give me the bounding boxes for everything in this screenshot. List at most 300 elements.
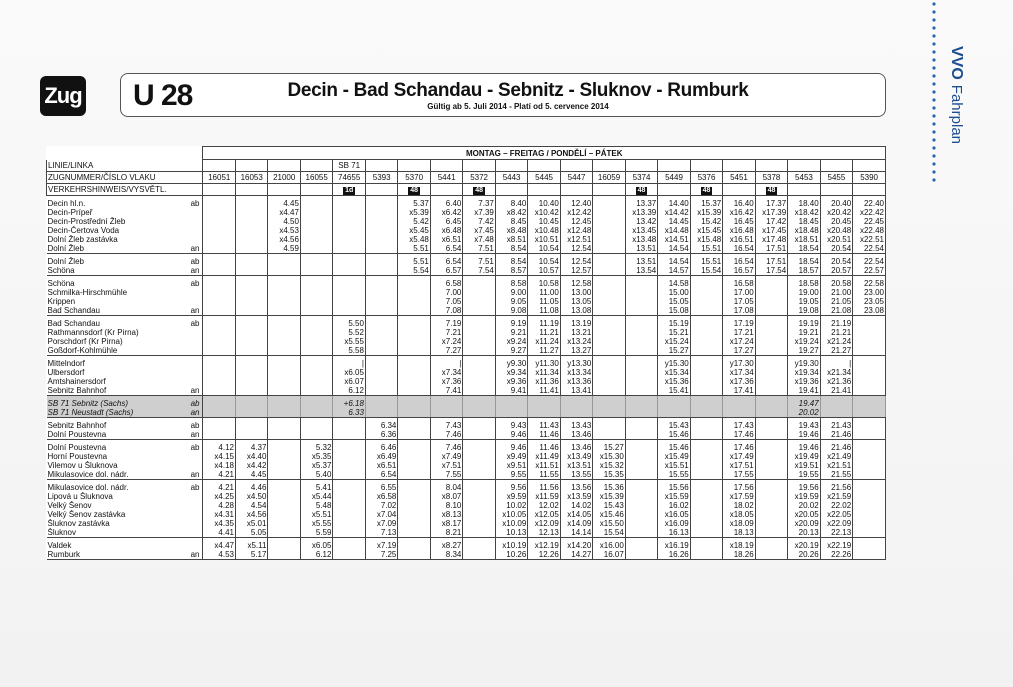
time-cell: x15.34 <box>658 368 690 377</box>
time-cell <box>268 328 300 337</box>
time-cell <box>300 399 332 408</box>
arrival-departure-mark: ab <box>185 279 203 288</box>
time-cell <box>755 519 787 528</box>
time-cell <box>853 346 886 356</box>
station-name: Bad Schandau <box>47 306 185 316</box>
train-number-row-cell: 16053 <box>235 172 267 184</box>
time-cell: 6.33 <box>333 408 365 418</box>
time-cell: 17.55 <box>723 470 755 480</box>
time-cell: 6.54 <box>430 244 462 254</box>
time-cell: 17.37 <box>755 199 787 208</box>
time-cell: 22.57 <box>853 266 886 276</box>
time-cell <box>755 430 787 440</box>
time-cell <box>398 337 430 346</box>
table-row <box>47 217 886 226</box>
time-cell: 20.54 <box>820 244 852 254</box>
time-cell: 20.26 <box>788 550 820 560</box>
time-cell: 6.55 <box>365 483 397 492</box>
time-cell: 12.26 <box>528 550 560 560</box>
time-cell <box>625 430 657 440</box>
time-cell <box>463 430 495 440</box>
time-cell: 5.17 <box>235 550 267 560</box>
table-row <box>47 461 886 470</box>
time-cell: 19.46 <box>788 430 820 440</box>
time-cell: x17.49 <box>723 452 755 461</box>
time-cell: x18.48 <box>788 226 820 235</box>
time-cell <box>755 337 787 346</box>
time-cell <box>463 337 495 346</box>
time-cell: 16.40 <box>723 199 755 208</box>
time-cell <box>398 461 430 470</box>
time-cell: 15.35 <box>593 470 625 480</box>
time-cell <box>300 217 332 226</box>
station-name: Dolní Poustevna <box>47 443 107 452</box>
time-cell: 19.41 <box>788 386 820 396</box>
time-cell: x8.51 <box>495 235 527 244</box>
time-cell: 4.50 <box>268 217 300 226</box>
time-cell: x8.27 <box>430 541 462 550</box>
time-cell: 5.42 <box>398 217 430 226</box>
station-name: Rumburk <box>47 550 185 560</box>
time-cell: x22.42 <box>853 208 886 217</box>
time-cell: 7.55 <box>430 470 462 480</box>
time-cell: x13.51 <box>560 461 592 470</box>
time-cell <box>690 492 722 501</box>
time-cell: 21.27 <box>820 346 852 356</box>
time-cell <box>268 319 300 328</box>
time-cell <box>365 328 397 337</box>
time-cell <box>333 528 365 538</box>
time-cell <box>755 483 787 492</box>
time-cell <box>398 541 430 550</box>
time-cell: x7.48 <box>463 235 495 244</box>
time-cell: x5.35 <box>300 452 332 461</box>
time-cell: 8.04 <box>430 483 462 492</box>
train-number-row-cell: 5447 <box>560 172 592 184</box>
time-cell: 6.12 <box>300 550 332 560</box>
time-cell: 15.55 <box>658 470 690 480</box>
time-cell <box>398 297 430 306</box>
time-cell: 9.19 <box>495 319 527 328</box>
time-cell <box>365 337 397 346</box>
time-cell <box>365 217 397 226</box>
notes-row-cell <box>690 184 722 196</box>
arrival-departure-mark <box>185 368 203 377</box>
time-cell: 20.45 <box>820 217 852 226</box>
time-cell: 4.28 <box>203 501 235 510</box>
time-cell <box>625 368 657 377</box>
time-cell: 21.21 <box>820 328 852 337</box>
arrival-departure-mark: ab <box>185 319 203 328</box>
time-cell: 15.54 <box>593 528 625 538</box>
time-cell: 5.54 <box>398 266 430 276</box>
notes-row-cell <box>203 184 235 196</box>
time-cell <box>755 461 787 470</box>
arrival-departure-mark <box>185 226 203 235</box>
time-cell <box>203 266 235 276</box>
time-cell: x6.51 <box>430 235 462 244</box>
station-name: Bad Schandau <box>47 319 100 328</box>
time-cell <box>235 328 267 337</box>
time-cell: x15.32 <box>593 461 625 470</box>
time-cell: x6.49 <box>365 452 397 461</box>
time-cell <box>853 399 886 408</box>
time-cell: 21.55 <box>820 470 852 480</box>
time-cell <box>235 337 267 346</box>
time-cell: 22.40 <box>853 199 886 208</box>
time-cell <box>398 346 430 356</box>
time-cell: 13.19 <box>560 319 592 328</box>
time-cell: 10.54 <box>528 257 560 266</box>
time-cell: 9.46 <box>495 430 527 440</box>
time-cell <box>203 368 235 377</box>
train-number-row-cell: 16051 <box>203 172 235 184</box>
time-cell: 4.45 <box>268 199 300 208</box>
time-cell: 14.40 <box>658 199 690 208</box>
time-cell <box>235 266 267 276</box>
time-cell: 22.26 <box>820 550 852 560</box>
time-cell: 14.02 <box>560 501 592 510</box>
time-cell: 10.45 <box>528 217 560 226</box>
time-cell: 22.13 <box>820 528 852 538</box>
time-cell: 18.02 <box>723 501 755 510</box>
time-cell: 16.07 <box>593 550 625 560</box>
time-cell: y17.30 <box>723 359 755 368</box>
time-cell: 5.32 <box>300 443 332 452</box>
time-cell: 7.27 <box>430 346 462 356</box>
time-cell: 13.55 <box>560 470 592 480</box>
time-cell <box>463 470 495 480</box>
table-row <box>47 421 886 430</box>
time-cell: x5.48 <box>398 235 430 244</box>
time-cell <box>365 297 397 306</box>
time-cell <box>268 279 300 288</box>
table-row <box>47 501 886 510</box>
time-cell: x20.42 <box>820 208 852 217</box>
notes-row-cell <box>593 184 625 196</box>
time-cell <box>398 399 430 408</box>
time-cell <box>853 337 886 346</box>
time-cell: 14.14 <box>560 528 592 538</box>
arrival-departure-mark <box>185 359 203 368</box>
time-cell <box>300 279 332 288</box>
time-cell <box>593 319 625 328</box>
table-row <box>47 492 886 501</box>
time-cell: x15.48 <box>690 235 722 244</box>
time-cell <box>398 386 430 396</box>
time-cell: 7.25 <box>365 550 397 560</box>
time-cell <box>268 368 300 377</box>
time-cell <box>235 279 267 288</box>
time-cell: 9.43 <box>495 421 527 430</box>
arrival-departure-mark <box>185 208 203 217</box>
time-cell <box>268 266 300 276</box>
time-cell: x6.42 <box>430 208 462 217</box>
arrival-departure-mark: an <box>185 550 203 560</box>
time-cell <box>268 461 300 470</box>
time-cell <box>203 306 235 316</box>
time-cell <box>333 541 365 550</box>
time-cell: x9.59 <box>495 492 527 501</box>
station-name: SB 71 Neustadt (Sachs) <box>47 408 185 418</box>
time-cell <box>625 550 657 560</box>
time-cell: x14.48 <box>658 226 690 235</box>
arrival-departure-mark <box>185 541 203 550</box>
time-cell: x16.51 <box>723 235 755 244</box>
time-cell: 5.52 <box>333 328 365 337</box>
time-cell <box>268 337 300 346</box>
train-number-row-cell: 5378 <box>755 172 787 184</box>
time-cell: 15.00 <box>658 288 690 297</box>
notes-row-cell <box>495 184 527 196</box>
time-cell: 20.13 <box>788 528 820 538</box>
arrival-departure-mark: ab <box>185 399 203 408</box>
time-cell: x18.05 <box>723 510 755 519</box>
time-cell: 8.40 <box>495 199 527 208</box>
time-cell <box>333 208 365 217</box>
time-cell: 5.51 <box>398 257 430 266</box>
time-cell: 11.56 <box>528 483 560 492</box>
time-cell <box>593 288 625 297</box>
train-type-badge: Zug <box>40 76 86 116</box>
time-cell <box>853 443 886 452</box>
station-name: Porschdorf (Kr Pirna) <box>47 337 123 346</box>
time-cell: 13.41 <box>560 386 592 396</box>
notes-row-cell <box>853 184 886 196</box>
time-cell <box>625 279 657 288</box>
time-cell <box>398 452 430 461</box>
time-cell <box>398 470 430 480</box>
time-cell: 6.58 <box>430 279 462 288</box>
time-cell: 12.54 <box>560 257 592 266</box>
time-cell <box>203 297 235 306</box>
time-cell: | <box>430 359 462 368</box>
time-cell: 4.21 <box>203 470 235 480</box>
time-cell <box>333 470 365 480</box>
time-cell: x8.42 <box>495 208 527 217</box>
time-cell <box>853 408 886 418</box>
time-cell: 21.08 <box>820 306 852 316</box>
time-cell <box>235 297 267 306</box>
time-cell: 15.42 <box>690 217 722 226</box>
station-name: Decin hl.n. <box>47 199 86 208</box>
time-cell: 17.51 <box>755 244 787 254</box>
time-cell <box>593 386 625 396</box>
time-cell <box>593 217 625 226</box>
time-cell: x7.19 <box>365 541 397 550</box>
time-cell <box>300 208 332 217</box>
time-cell <box>365 226 397 235</box>
time-cell <box>755 377 787 386</box>
time-cell: x15.36 <box>658 377 690 386</box>
time-cell <box>203 386 235 396</box>
train-number-row-cell: 5451 <box>723 172 755 184</box>
train-number-row-cell: 5376 <box>690 172 722 184</box>
time-cell <box>203 319 235 328</box>
time-cell: 21.56 <box>820 483 852 492</box>
time-cell <box>333 297 365 306</box>
time-cell <box>463 421 495 430</box>
time-cell: x12.51 <box>560 235 592 244</box>
time-cell <box>235 408 267 418</box>
time-cell: x16.05 <box>658 510 690 519</box>
time-cell <box>690 452 722 461</box>
time-cell: 12.13 <box>528 528 560 538</box>
time-cell <box>690 386 722 396</box>
time-cell: 13.54 <box>625 266 657 276</box>
time-cell: x12.42 <box>560 208 592 217</box>
time-cell <box>203 235 235 244</box>
time-cell: x8.13 <box>430 510 462 519</box>
time-cell <box>300 266 332 276</box>
time-cell: 7.46 <box>430 430 462 440</box>
time-cell: 13.21 <box>560 328 592 337</box>
time-cell <box>300 328 332 337</box>
time-cell <box>593 279 625 288</box>
time-cell: 4.45 <box>235 470 267 480</box>
time-cell: x5.55 <box>300 519 332 528</box>
time-cell: x17.45 <box>755 226 787 235</box>
time-cell <box>268 492 300 501</box>
time-cell <box>463 461 495 470</box>
table-row <box>47 346 886 356</box>
time-cell: 19.47 <box>788 399 820 408</box>
time-cell: 16.02 <box>658 501 690 510</box>
time-cell: 13.37 <box>625 199 657 208</box>
time-cell <box>333 199 365 208</box>
time-cell: x19.24 <box>788 337 820 346</box>
time-cell: x4.35 <box>203 519 235 528</box>
table-row <box>47 550 886 560</box>
time-cell <box>690 337 722 346</box>
time-cell: x7.36 <box>430 377 462 386</box>
time-cell: 19.21 <box>788 328 820 337</box>
arrival-departure-mark <box>185 528 203 538</box>
time-cell: x20.19 <box>788 541 820 550</box>
time-cell: 18.13 <box>723 528 755 538</box>
line-row-cell <box>365 160 397 172</box>
time-cell <box>365 399 397 408</box>
time-cell: x21.49 <box>820 452 852 461</box>
time-cell <box>853 550 886 560</box>
time-cell: 7.41 <box>430 386 462 396</box>
table-row <box>47 319 886 328</box>
time-cell: 23.08 <box>853 306 886 316</box>
time-cell: x4.42 <box>235 461 267 470</box>
time-cell <box>593 377 625 386</box>
time-cell: x17.48 <box>755 235 787 244</box>
time-cell: x7.51 <box>430 461 462 470</box>
time-cell <box>690 519 722 528</box>
time-cell <box>268 483 300 492</box>
time-cell <box>593 235 625 244</box>
time-cell <box>495 408 527 418</box>
station-name: Decin-Prostřední Žleb <box>47 217 126 226</box>
time-cell: 16.58 <box>723 279 755 288</box>
time-cell <box>755 386 787 396</box>
line-row-cell: SB 71 <box>333 160 365 172</box>
time-cell: 22.02 <box>820 501 852 510</box>
time-cell <box>820 399 852 408</box>
time-cell: 8.58 <box>495 279 527 288</box>
time-cell: 11.43 <box>528 421 560 430</box>
line-row-label: LINIE/LINKA <box>47 160 203 172</box>
station-name: Amtshainersdorf <box>47 377 106 386</box>
time-cell <box>365 257 397 266</box>
time-cell: 15.43 <box>593 501 625 510</box>
time-cell <box>593 408 625 418</box>
time-cell: 17.43 <box>723 421 755 430</box>
time-cell: 4.12 <box>203 443 235 452</box>
station-name: Horní Poustevna <box>47 452 108 461</box>
timetable <box>46 146 886 560</box>
time-cell <box>430 408 462 418</box>
train-number-row-cell: 5449 <box>658 172 690 184</box>
time-cell: 19.05 <box>788 297 820 306</box>
time-cell: x13.34 <box>560 368 592 377</box>
time-cell: x11.51 <box>528 461 560 470</box>
station-name: Rathmannsdorf (Kr Pirna) <box>47 328 139 337</box>
table-row <box>47 257 886 266</box>
time-cell: 17.56 <box>723 483 755 492</box>
time-cell: x8.17 <box>430 519 462 528</box>
time-cell: 6.54 <box>430 257 462 266</box>
time-cell <box>593 266 625 276</box>
time-cell <box>300 421 332 430</box>
time-cell: 4.53 <box>203 550 235 560</box>
time-cell: 18.54 <box>788 257 820 266</box>
time-cell <box>235 217 267 226</box>
time-cell <box>268 470 300 480</box>
line-row-cell <box>203 160 235 172</box>
time-cell <box>755 452 787 461</box>
time-cell: 17.46 <box>723 443 755 452</box>
time-cell: 13.05 <box>560 297 592 306</box>
train-number-row-cell: 5374 <box>625 172 657 184</box>
time-cell <box>625 470 657 480</box>
time-cell <box>268 297 300 306</box>
time-cell <box>463 492 495 501</box>
table-row <box>47 519 886 528</box>
line-row-cell <box>268 160 300 172</box>
time-cell: x16.42 <box>723 208 755 217</box>
train-number-row-cell: 5443 <box>495 172 527 184</box>
time-cell: 14.58 <box>658 279 690 288</box>
time-cell: 20.57 <box>820 266 852 276</box>
station-name: Ulbersdorf <box>47 368 85 377</box>
line-row-cell <box>463 160 495 172</box>
time-cell: x12.19 <box>528 541 560 550</box>
time-cell <box>625 288 657 297</box>
note-badge: 48 <box>637 186 646 194</box>
time-cell <box>203 359 235 368</box>
time-cell <box>398 377 430 386</box>
time-cell <box>853 528 886 538</box>
time-cell <box>755 541 787 550</box>
time-cell <box>723 408 755 418</box>
station-name: Dolní Žleb <box>47 257 84 266</box>
time-cell: 12.02 <box>528 501 560 510</box>
time-cell <box>235 319 267 328</box>
time-cell: 11.00 <box>528 288 560 297</box>
time-cell <box>690 359 722 368</box>
time-cell: 22.54 <box>853 257 886 266</box>
time-cell <box>333 244 365 254</box>
time-cell <box>690 430 722 440</box>
time-cell: 7.51 <box>463 257 495 266</box>
time-cell: 4.21 <box>203 483 235 492</box>
time-cell: 17.51 <box>755 257 787 266</box>
